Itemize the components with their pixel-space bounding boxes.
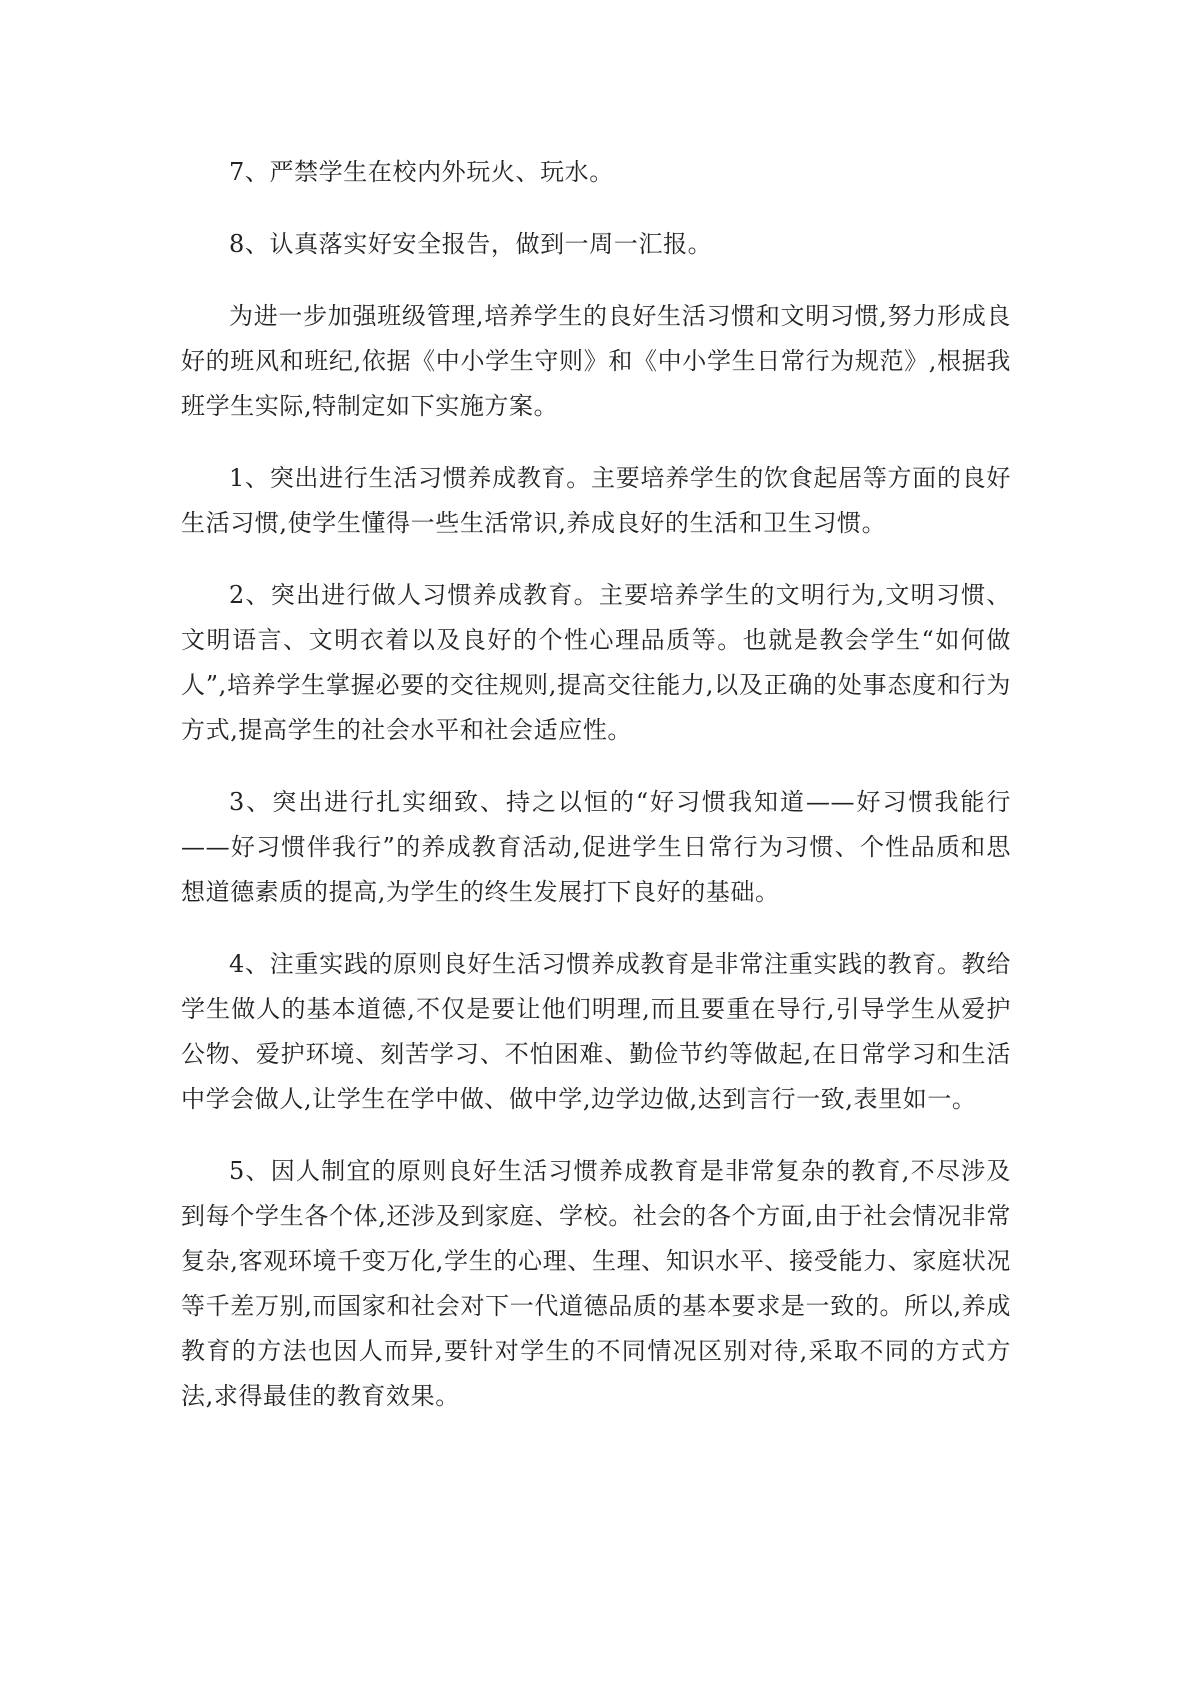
document-body xyxy=(181,150,1011,1446)
paragraph-item-7: 7、严禁学生在校内外玩火、玩水。 xyxy=(229,158,614,186)
paragraph-point-1: 1、突出进行生活习惯养成教育。主要培养学生的饮食起居等方面的良好生活习惯,使学生懂得一些生活常识,养成良好的生活和卫生习惯。 xyxy=(181,464,1011,537)
paragraph-point-2: 2、突出进行做人习惯养成教育。主要培养学生的文明行为,文明习惯、文明语言、文明衣着以及良好的个性心理品质等。也就是教会学生“如何做人”,培养学生掌握必要的交往规则,提高交往能力,以及正确的处事态度和行为方式,提高学生的社会水平和社会适应性。 xyxy=(181,581,1011,744)
paragraph-intro: 为进一步加强班级管理,培养学生的良好生活习惯和文明习惯,努力形成良好的班风和班纪,依据《中小学生守则》和《中小学生日常行为规范》,根据我班学生实际,特制定如下实施方案。 xyxy=(181,302,1011,420)
paragraph-item-8: 8、认真落实好安全报告，做到一周一汇报。 xyxy=(229,230,713,258)
paragraph-point-3: 3、突出进行扎实细致、持之以恒的“好习惯我知道——好习惯我能行——好习惯伴我行”的养成教育活动,促进学生日常行为习惯、个性品质和思想道德素质的提高,为学生的终生发展打下良好的基础。 xyxy=(181,788,1011,906)
paragraph-point-5: 5、因人制宜的原则良好生活习惯养成教育是非常复杂的教育,不尽涉及到每个学生各个体,还涉及到家庭、学校。社会的各个方面,由于社会情况非常复杂,客观环境千变万化,学生的心理、生理、知识水平、接受能力、家庭状况等千差万别,而国家和社会对下一代道德品质的基本要求是一致的。所以,养成教育的方法也因人而异,要针对学生的不同情况区别对待,采取不同的方式方法,求得最佳的教育效果。 xyxy=(181,1157,1011,1410)
paragraph-point-4: 4、注重实践的原则良好生活习惯养成教育是非常注重实践的教育。教给学生做人的基本道德,不仅是要让他们明理,而且要重在导行,引导学生从爱护公物、爱护环境、刻苦学习、不怕困难、勤俭节约等做起,在日常学习和生活中学会做人,让学生在学中做、做中学,边学边做,达到言行一致,表里如一。 xyxy=(181,950,1011,1113)
